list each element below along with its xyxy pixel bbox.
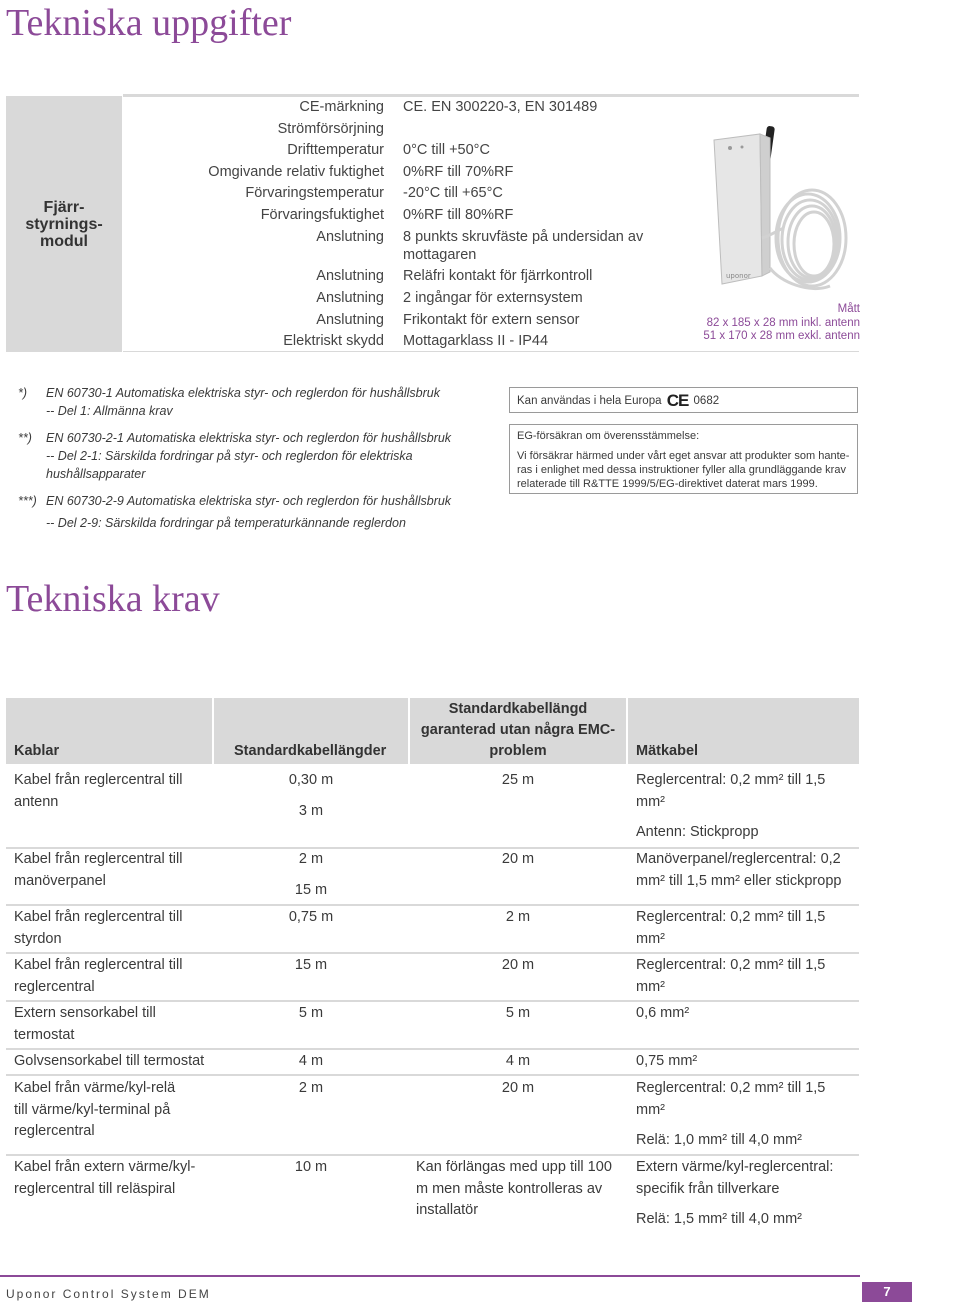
- cell-emc-length: [410, 770, 626, 792]
- cell-line: 5 m: [505, 1005, 531, 1021]
- cell-line: Reglercentral: 0,2 mm² till 1,5: [636, 909, 826, 925]
- cell-line: 4 m: [505, 1053, 531, 1069]
- cell-line: 0,6 mm²: [636, 1005, 690, 1021]
- cell-measure: [636, 849, 858, 892]
- cell-line: till värme/kyl-terminal på: [14, 1101, 171, 1118]
- module-label-line: Fjärr-: [43, 198, 85, 216]
- cell-cable: [14, 770, 209, 813]
- row-divider: [6, 1074, 859, 1076]
- cell-line: 15 m: [294, 881, 328, 898]
- module-label-line: styrnings-: [25, 215, 103, 233]
- cell-std-length: [214, 1003, 408, 1025]
- cell-line: 4 m: [298, 1053, 324, 1069]
- cell-std-length: [214, 770, 408, 822]
- spec-label: Anslutning: [316, 268, 384, 284]
- cell-line: Antenn: Stickpropp: [636, 824, 759, 840]
- cell-line: 5 m: [298, 1005, 324, 1021]
- cell-line: antenn: [14, 793, 59, 810]
- spec-value: 0%RF till 70%RF: [403, 164, 514, 180]
- cell-line: Relä: 1,0 mm² till 4,0 mm²: [636, 1132, 802, 1148]
- spec-label: Förvaringstemperatur: [245, 185, 384, 201]
- spec-value: Mottagarklass II - IP44: [403, 333, 549, 349]
- footnote: [18, 492, 498, 532]
- cell-line: Extern sensorkabel till: [14, 1005, 156, 1021]
- footnote-line: -- Del 2-1: Särskilda fordringar på styr- och reglerdon för elektriska: [46, 449, 413, 463]
- cell-measure: [636, 1157, 858, 1231]
- cell-measure: [636, 955, 858, 998]
- module-label: [6, 96, 122, 352]
- module-label-line: modul: [40, 232, 88, 250]
- cell-line: 0,75 m: [288, 909, 334, 925]
- cell-line: Kabel från reglercentral till: [14, 957, 183, 973]
- cell-line: Kabel från reglercentral till: [14, 772, 183, 788]
- footer-rule: [0, 1275, 860, 1277]
- cell-cable: [14, 907, 209, 950]
- cell-line: Reglercentral: 0,2 mm² till 1,5: [636, 772, 826, 788]
- page-number: 7: [862, 1282, 912, 1302]
- cell-measure: [636, 770, 858, 844]
- spec-label: CE-märkning: [299, 99, 384, 115]
- cell-line: 3 m: [298, 802, 324, 819]
- cell-line: 25 m: [501, 772, 535, 788]
- cell-std-length: [214, 1157, 408, 1179]
- header-emc-line: Standardkabellängd: [448, 701, 588, 717]
- ce-mark-icon: CE: [666, 391, 689, 410]
- header-cables-label: Kablar: [14, 743, 60, 759]
- spec-label: Anslutning: [316, 312, 384, 328]
- cell-line: Kabel från värme/kyl-relä: [14, 1080, 176, 1096]
- cell-line: 2 m: [505, 909, 531, 925]
- footnote: [18, 384, 498, 424]
- cell-line: specifik från tillverkare: [636, 1180, 780, 1197]
- spec-top-rule: [123, 94, 859, 97]
- spec-value: 8 punkts skruvfäste på undersidan av mottagaren: [403, 229, 644, 263]
- cell-line: Reglercentral: 0,2 mm² till 1,5: [636, 1080, 826, 1096]
- cell-cable: [14, 1078, 209, 1143]
- cell-measure: [636, 1051, 858, 1073]
- cell-line: Kabel från reglercentral till: [14, 851, 183, 867]
- cell-line: Relä: 1,5 mm² till 4,0 mm²: [636, 1211, 802, 1227]
- header-cables: [6, 698, 212, 764]
- footnote-line: EN 60730-2-1 Automatiska elektriska styr- och reglerdon för hushållsbruk: [46, 431, 452, 445]
- cell-line: 0,75 mm²: [636, 1053, 698, 1069]
- ec-declaration-title: EG-försäkran om överensstämmelse:: [517, 430, 700, 442]
- cell-emc-length: [410, 955, 626, 977]
- spec-label: Anslutning: [316, 229, 384, 245]
- cell-line: installatör: [416, 1202, 479, 1218]
- ec-declaration-line: relaterade till R&TTE 1999/5/EG-direktivet daterat mars 1999.: [517, 478, 818, 490]
- footnote: [18, 429, 498, 487]
- cell-line: reglercentral: [14, 978, 95, 995]
- spec-label: Strömförsörjning: [277, 121, 384, 137]
- cell-line: 2 m: [298, 1080, 324, 1096]
- cell-std-length: [214, 1051, 408, 1073]
- header-emc-length: [410, 698, 626, 764]
- cell-cable: [14, 1157, 209, 1200]
- cell-line: 2 m: [298, 851, 324, 867]
- footnote-line: hushållsapparater: [46, 467, 146, 481]
- cell-line: mm²: [636, 930, 665, 947]
- cell-measure: [636, 1078, 858, 1152]
- cell-line: mm² till 1,5 mm² eller stickpropp: [636, 872, 842, 889]
- spec-value: CE. EN 300220-3, EN 301489: [403, 99, 598, 115]
- cell-line: m men måste kontrolleras av: [416, 1180, 603, 1197]
- footer-title: Uponor Control System DEM: [6, 1287, 211, 1301]
- footnote-mark: **): [18, 431, 32, 445]
- header-emc-line: problem: [489, 743, 547, 759]
- footnote-line: -- Del 2-9: Särskilda fordringar på temperaturkännande reglerdon: [46, 516, 406, 530]
- cell-emc-length: [410, 907, 626, 929]
- header-std-length-label: Standardkabellängder: [234, 743, 387, 759]
- dimensions-line: 51 x 170 x 28 mm exkl. antenn: [703, 330, 860, 342]
- spec-label: Elektriskt skydd: [283, 333, 384, 349]
- footnote-mark: *): [18, 386, 28, 400]
- footnote-line: -- Del 1: Allmänna krav: [46, 404, 173, 418]
- cell-line: 10 m: [294, 1159, 328, 1175]
- header-std-length: [214, 698, 408, 764]
- cell-line: 20 m: [501, 851, 535, 867]
- cell-std-length: [214, 955, 408, 977]
- ec-declaration-box: [509, 424, 858, 494]
- cell-emc-length: [416, 1157, 626, 1222]
- cell-std-length: [214, 849, 408, 901]
- header-measure-label: Mätkabel: [636, 743, 699, 759]
- ec-declaration-line: Vi försäkrar härmed under vårt eget ansvar att produkter som hante-: [517, 450, 850, 462]
- row-divider: [6, 904, 859, 906]
- row-divider: [6, 952, 859, 954]
- cell-measure: [636, 1003, 858, 1025]
- cell-line: termostat: [14, 1026, 75, 1043]
- header-emc-label: [410, 699, 626, 762]
- spec-value: Frikontakt för extern sensor: [403, 312, 580, 328]
- footnote-line: EN 60730-1 Automatiska elektriska styr- och reglerdon för hushållsbruk: [46, 386, 440, 400]
- cell-emc-length: [410, 1051, 626, 1073]
- cell-line: Manöverpanel/reglercentral: 0,2: [636, 851, 841, 867]
- row-divider: [6, 1154, 859, 1156]
- cell-line: 20 m: [501, 1080, 535, 1096]
- dimensions: [680, 303, 860, 344]
- spec-value: Reläfri kontakt för fjärrkontroll: [403, 268, 593, 284]
- spec-label: Omgivande relativ fuktighet: [208, 164, 384, 180]
- spec-bottom-rule: [123, 351, 859, 352]
- spec-label: Förvaringsfuktighet: [260, 207, 384, 223]
- section-title: Tekniska krav: [6, 578, 220, 620]
- notified-body-number: 0682: [693, 395, 720, 408]
- remote-module-illustration: [700, 118, 860, 308]
- device-brand: uponor: [726, 272, 751, 280]
- spec-value: 2 ingångar för externsystem: [403, 290, 583, 306]
- cell-line: Golvsensorkabel till termostat: [14, 1053, 205, 1069]
- cell-emc-length: [410, 1078, 626, 1100]
- cell-emc-length: [410, 849, 626, 871]
- page-title: Tekniska uppgifter: [6, 2, 292, 44]
- cell-cable: [14, 955, 209, 998]
- cell-cable: [14, 1003, 209, 1046]
- cell-line: Extern värme/kyl-reglercentral:: [636, 1159, 834, 1175]
- spec-value: 0%RF till 80%RF: [403, 207, 514, 223]
- row-divider: [6, 1000, 859, 1002]
- ec-declaration-line: ras i enlighet med dessa instruktioner fyller alla grundläggande krav: [517, 464, 846, 476]
- cell-cable: [14, 1051, 224, 1073]
- spec-label: Anslutning: [316, 290, 384, 306]
- cell-line: Reglercentral: 0,2 mm² till 1,5: [636, 957, 826, 973]
- cell-line: Kabel från extern värme/kyl-: [14, 1159, 196, 1175]
- cell-line: reglercentral till reläspiral: [14, 1180, 176, 1197]
- cell-line: mm²: [636, 978, 665, 995]
- europe-usage-box: [509, 387, 858, 413]
- spec-value: 0°C till +50°C: [403, 142, 490, 158]
- cell-line: mm²: [636, 1101, 665, 1118]
- cell-line: 15 m: [294, 957, 328, 973]
- footnote-mark: ***): [18, 494, 37, 508]
- cell-emc-length: [410, 1003, 626, 1025]
- footnote-line: EN 60730-2-9 Automatiska elektriska styr- och reglerdon för hushållsbruk: [46, 494, 452, 508]
- cell-measure: [636, 907, 858, 950]
- cell-line: 0,30 m: [288, 772, 334, 788]
- header-measure-cable: [628, 698, 859, 764]
- cell-line: styrdon: [14, 930, 62, 947]
- spec-label: Drifttemperatur: [287, 142, 384, 158]
- cell-line: mm²: [636, 793, 665, 810]
- cell-line: Kan förlängas med upp till 100: [416, 1159, 612, 1175]
- cell-line: reglercentral: [14, 1123, 95, 1139]
- dimensions-title: Mått: [837, 303, 860, 315]
- europe-usage-text: Kan användas i hela Europa: [517, 395, 662, 408]
- cell-line: manöverpanel: [14, 872, 106, 889]
- cell-cable: [14, 849, 209, 892]
- header-emc-line: garanterad utan några EMC-: [420, 722, 616, 738]
- cell-line: Kabel från reglercentral till: [14, 909, 183, 925]
- spec-value: -20°C till +65°C: [403, 185, 503, 201]
- dimensions-line: 82 x 185 x 28 mm inkl. antenn: [706, 316, 860, 329]
- cell-std-length: [214, 1078, 408, 1100]
- row-divider: [6, 1048, 859, 1050]
- cell-std-length: [214, 907, 408, 929]
- cell-line: 20 m: [501, 957, 535, 973]
